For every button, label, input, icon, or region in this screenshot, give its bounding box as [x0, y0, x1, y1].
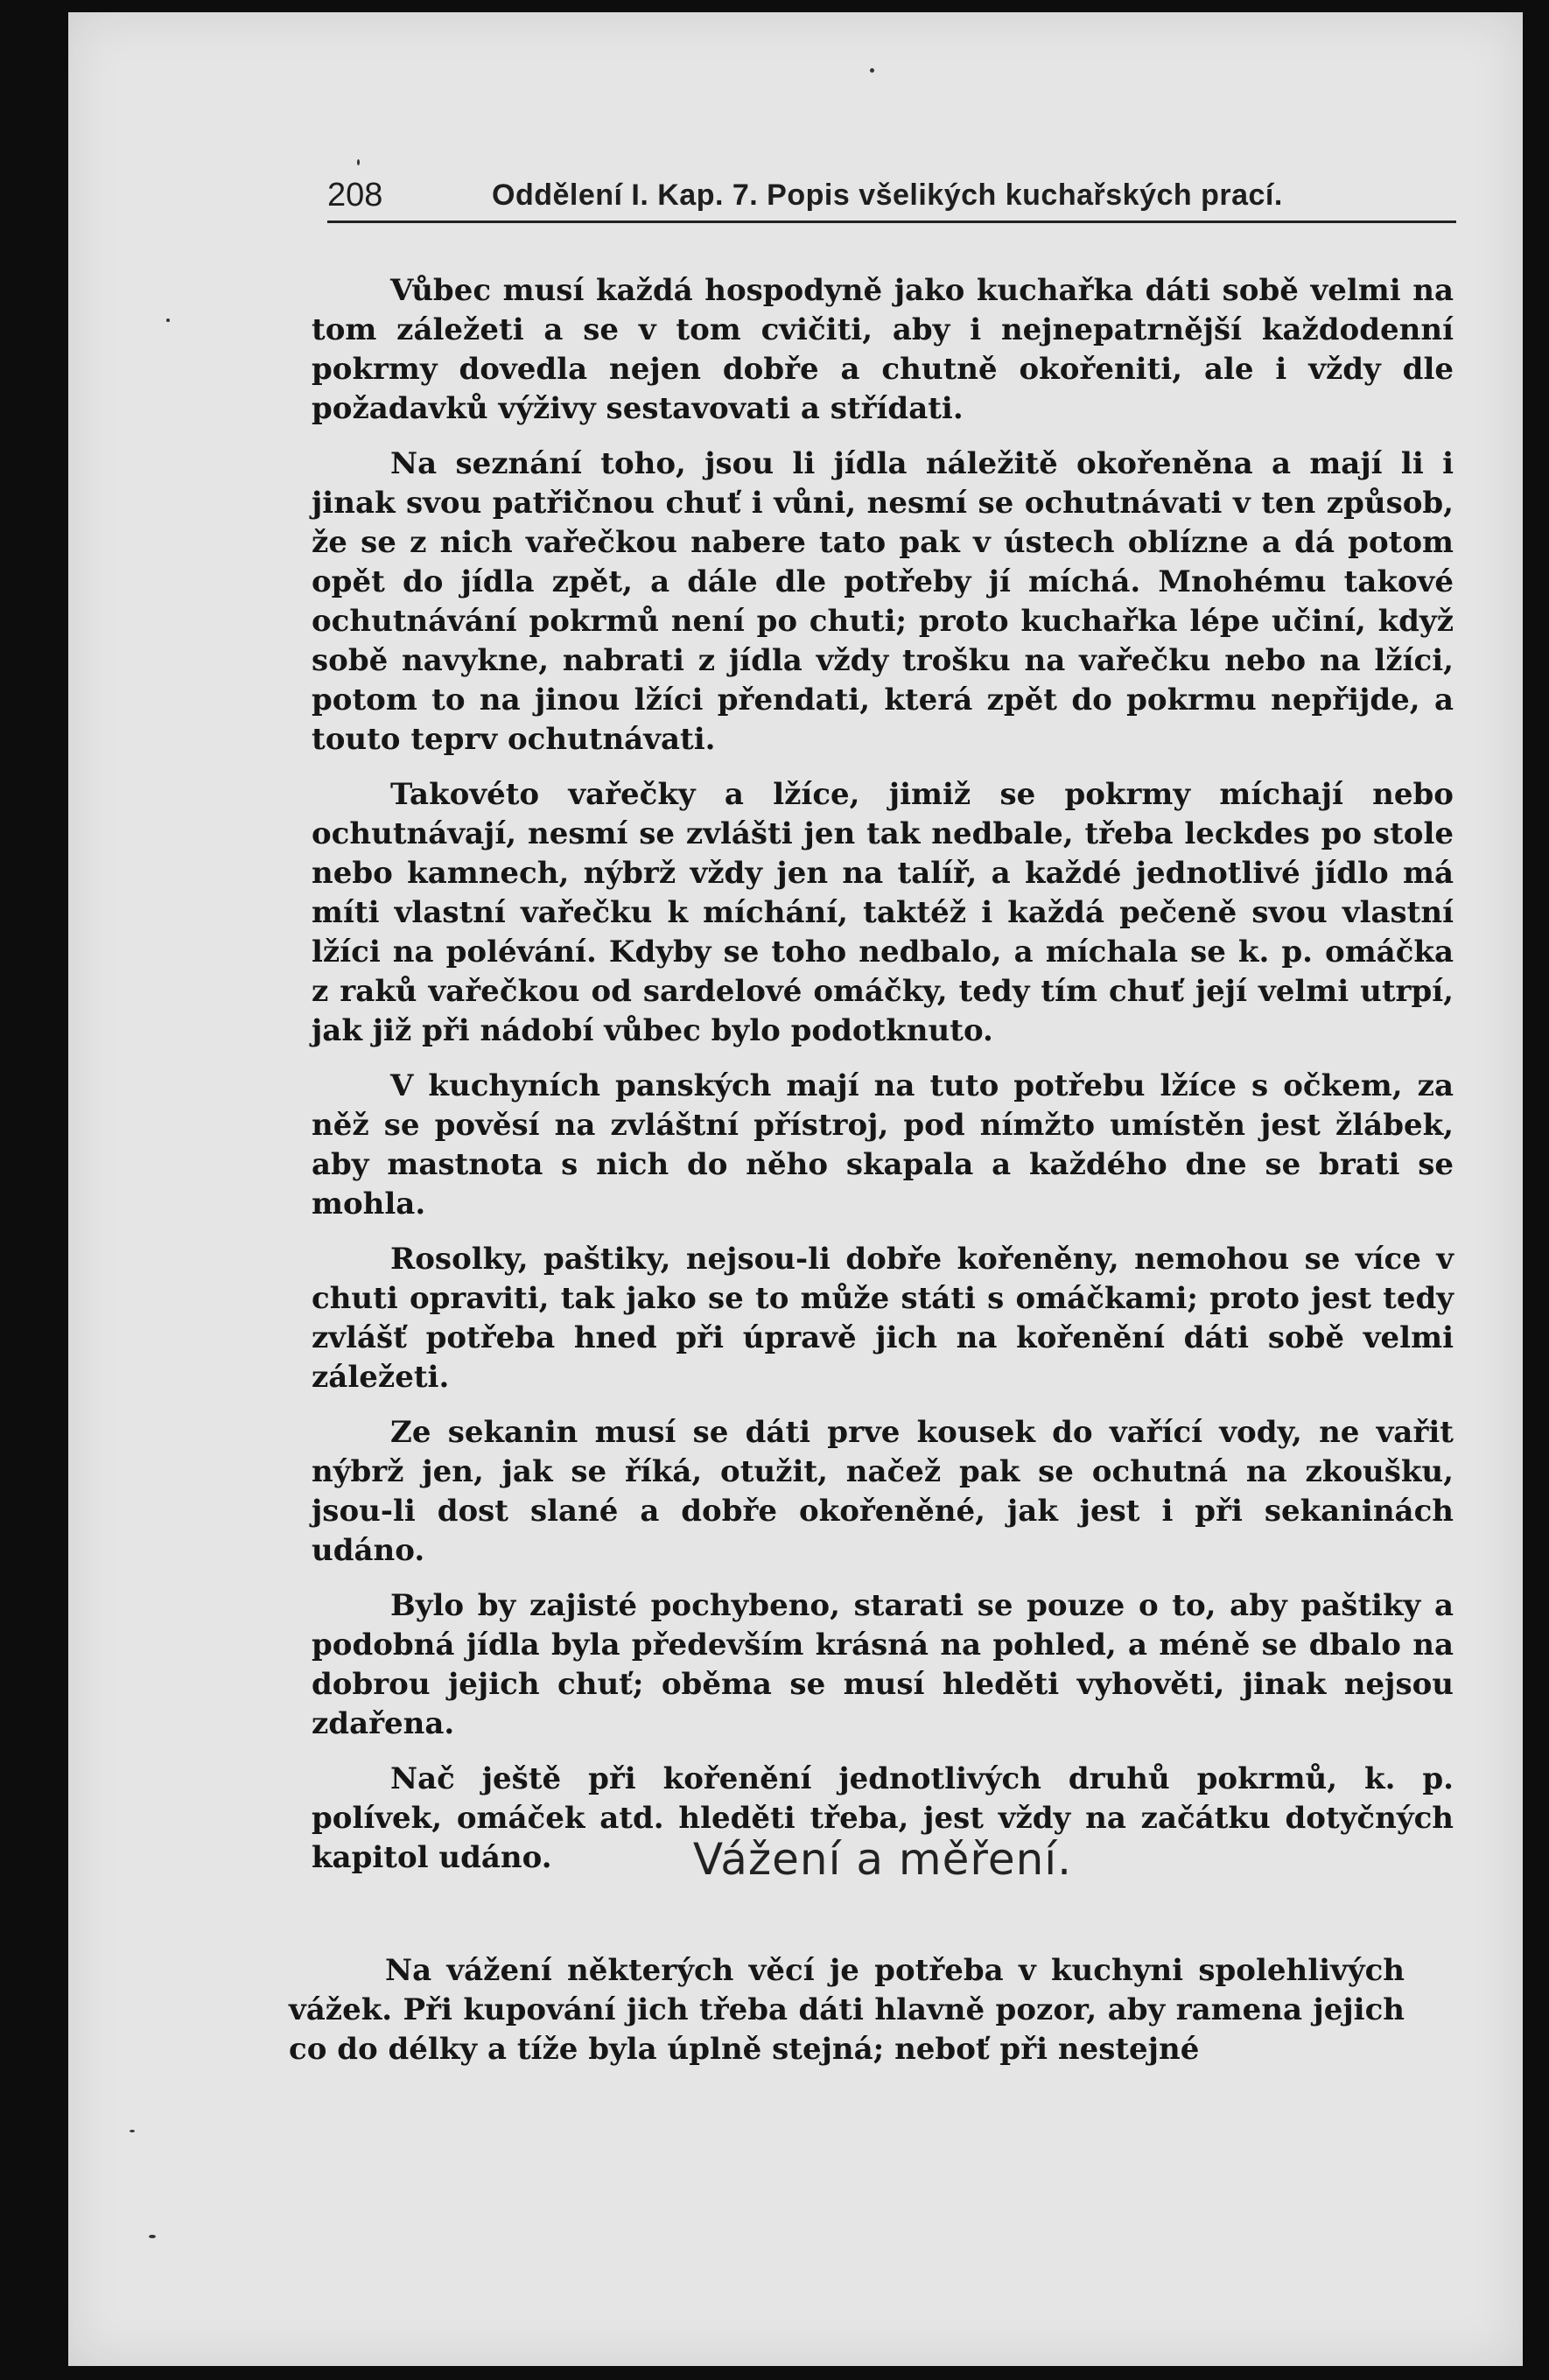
page-speck [130, 2130, 135, 2132]
header-rule [327, 220, 1456, 223]
section-heading: Vážení a měření. [692, 1834, 1073, 1885]
page-number: 208 [327, 177, 383, 214]
page-speck [149, 2235, 156, 2238]
page-speck [357, 159, 360, 165]
paragraph: V kuchyních panských mají na tuto potřebu lžíce s očkem, za něž se pověsí na zvláštní přístroj, pod nímžto umístěn jest žlábek, aby mastnota s nich do něho skapala a každého dne se brati se mohla. [312, 1068, 1454, 1222]
page-speck [166, 318, 170, 322]
page-speck [870, 68, 874, 73]
main-text [312, 271, 1454, 1894]
paragraph: Na seznání toho, jsou li jídla náležitě okořeněna a mají li i jinak svou patřičnou chuť i vůni, nesmí se ochutnávati v ten způsob, že se z nich vařečkou nabere tato pak v ústech oblízne a dá potom opět do jídla zpět, a dále dle potřeby jí míchá. Mnohému takové ochutnávání pokrmů není po chuti; proto kuchařka lépe učiní, když sobě navykne, nabrati z jídla vždy trošku na vařečku nebo na lžíci, potom to na jinou lžíci přendati, která zpět do pokrmu nepřijde, a touto teprv ochutnávati. [312, 446, 1454, 757]
paragraph: Na vážení některých věcí je potřeba v kuchyni spolehlivých vážek. Při kupování jich třeba dáti hlavně pozor, aby ramena jejich co do délky a tíže byla úplně stejná; neboť při nestejné [289, 1953, 1405, 2067]
running-title: Oddělení I. Kap. 7. Popis všelikých kuchařských prací. [492, 178, 1283, 212]
paragraph: Ze sekanin musí se dáti prve kousek do vařící vody, ne vařit nýbrž jen, jak se říká, otužit, načež pak se ochutná na zkoušku, jsou-li dost slané a dobře okořeněné, jak jest i při sekaninách udáno. [312, 1415, 1454, 1568]
section-text [289, 1951, 1405, 2069]
paragraph: Vůbec musí každá hospodyně jako kuchařka dáti sobě velmi na tom záležeti a se v tom cvičiti, aby i nejnepatrnější každodenní pokrmy dovedla nejen dobře a chutně okořeniti, ale i vždy dle požadavků výživy sestavovati a střídati. [312, 273, 1454, 426]
paragraph: Bylo by zajisté pochybeno, starati se pouze o to, aby paštiky a podobná jídla byla především krásná na pohled, a méně se dbalo na dobrou jejich chuť; oběma se musí hleděti vyhověti, jinak nejsou zdařena. [312, 1588, 1454, 1741]
paragraph: Nač ještě při kořenění jednotlivých druhů pokrmů, k. p. polívek, omáček atd. hleděti třeba, jest vždy na začátku dotyčných kapitol udáno. [312, 1761, 1454, 1875]
paragraph: Takovéto vařečky a lžíce, jimiž se pokrmy míchají nebo ochutnávají, nesmí se zvlášti jen tak nedbale, třeba leckdes po stole nebo kamnech, nýbrž vždy jen na talíř, a každé jednotlivé jídlo má míti vlastní vařečku k míchání, taktéž i každá pečeně svou vlastní lžíci na polévání. Kdyby se toho nedbalo, a míchala se k. p. omáčka z raků vařečkou od sardelové omáčky, tedy tím chuť její velmi utrpí, jak již při nádobí vůbec bylo podotknuto. [312, 777, 1454, 1048]
paragraph: Rosolky, paštiky, nejsou-li dobře kořeněny, nemohou se více v chuti opraviti, tak jako se to může státi s omáčkami; proto jest tedy zvlášť potřeba hned při úpravě jich na kořenění dáti sobě velmi záležeti. [312, 1242, 1454, 1395]
